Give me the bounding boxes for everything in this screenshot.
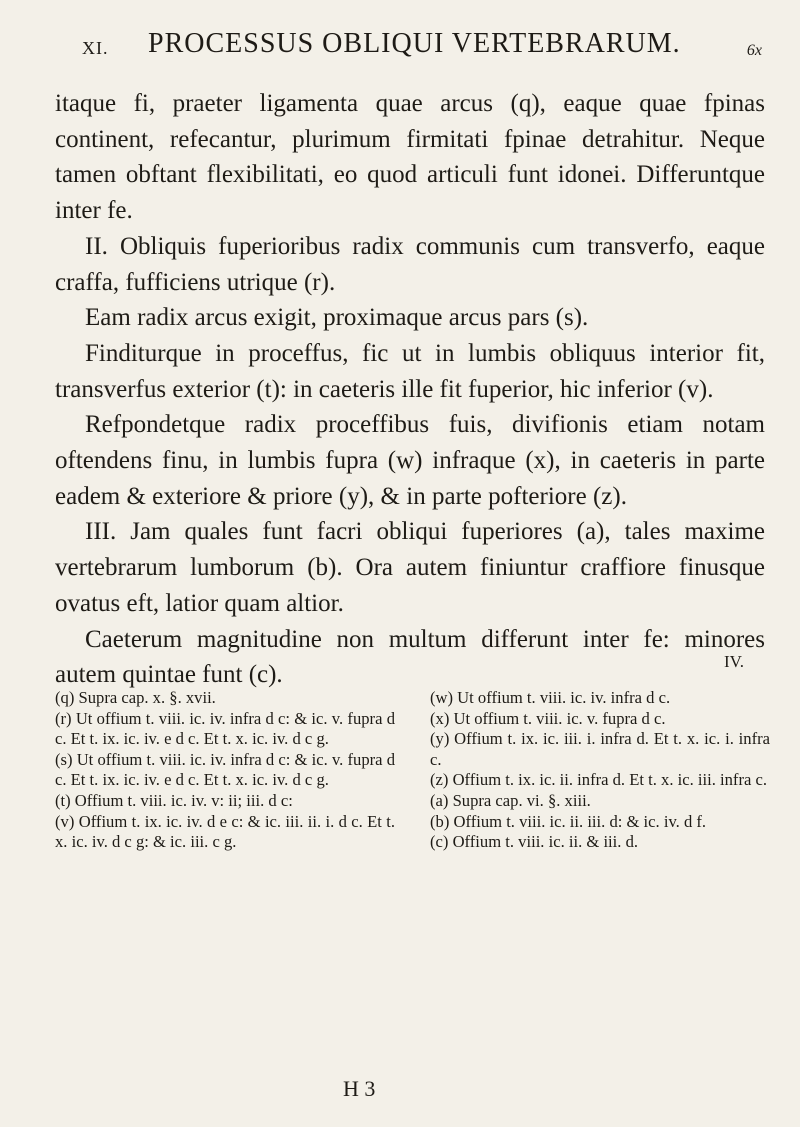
paragraph: Caeterum magnitudine non multum differunt inter fe: minores autem quintae funt (c). [55, 625, 765, 689]
running-header [72, 28, 762, 68]
section-number: XI. [82, 38, 109, 58]
footnote: (y) Offium t. ix. ic. iii. i. infra d. Et t. x. ic. i. infra c. [430, 729, 770, 769]
page-number: 6x [746, 42, 762, 59]
footnote: (w) Ut offium t. viii. ic. iv. infra d c. [430, 688, 671, 707]
footnote: (r) Ut offium t. viii. ic. iv. infra d c: & ic. v. fupra d c. Et t. ix. ic. iv. e d c. Et t. x. ic. iv. d c g. [55, 708, 395, 749]
catchword: IV. [724, 652, 744, 671]
footnote: (a) Supra cap. vi. §. xiii. [430, 790, 591, 810]
page-title: PROCESSUS OBLIQUI VERTEBRARUM. [148, 28, 681, 59]
paragraph: Eam radix arcus exigit, proximaque arcus pars (s). [85, 304, 589, 332]
footnote: (q) Supra cap. x. §. xvii. [55, 688, 216, 707]
footnote: (s) Ut offium t. viii. ic. iv. infra d c: & ic. v. fupra d c. Et t. ix. ic. iv. e d c. Et t. x. ic. iv. d c g. [55, 749, 395, 790]
signature-mark: H 3 [343, 1076, 376, 1101]
paragraph: Refpondetque radix proceffibus fuis, divifionis etiam notam oftendens finu, in lumbis fupra (w) infraque (x), in caeteris in parte eadem & exteriore & priore (y), & in parte pofteriore (z). [55, 411, 765, 510]
paragraph: Finditurque in proceffus, fic ut in lumbis obliquus interior fit, transverfus exterior (t): in caeteris ille fit fuperior, hic inferior (v). [55, 339, 765, 403]
main-text [55, 86, 765, 693]
footnote: (x) Ut offium t. viii. ic. v. fupra d c. [430, 708, 666, 728]
footnote: (t) Offium t. viii. ic. iv. v: ii; iii. d c: [55, 790, 293, 810]
footnote: (v) Offium t. ix. ic. iv. d e c: & ic. iii. ii. i. d c. Et t. x. ic. iv. d c g: & ic. iii. c g. [55, 811, 395, 852]
paragraph: III. Jam quales funt facri obliqui fuperiores (a), tales maxime vertebrarum lumborum (b). Ora autem finiuntur craffiore finusque ovatus eft, latior quam altior. [55, 518, 765, 617]
footnote: (c) Offium t. viii. ic. ii. & iii. d. [430, 832, 639, 852]
footnote: (b) Offium t. viii. ic. ii. iii. d: & ic. iv. d f. [430, 811, 707, 831]
footnotes-left-column [55, 688, 395, 853]
footnotes-right-column [430, 688, 770, 853]
paragraph: itaque fi, praeter ligamenta quae arcus (q), eaque quae fpinas continent, refecantur, plurimum firmitati fpinae detrahitur. Neque tamen obftant flexibilitati, eo quod articuli funt idonei. Differuntque inter fe. [55, 90, 765, 225]
footnote: (z) Offium t. ix. ic. ii. infra d. Et t. x. ic. iii. infra c. [430, 770, 768, 790]
paragraph: II. Obliquis fuperioribus radix communis cum transverfo, eaque craffa, fufficiens utrique (r). [55, 232, 765, 296]
